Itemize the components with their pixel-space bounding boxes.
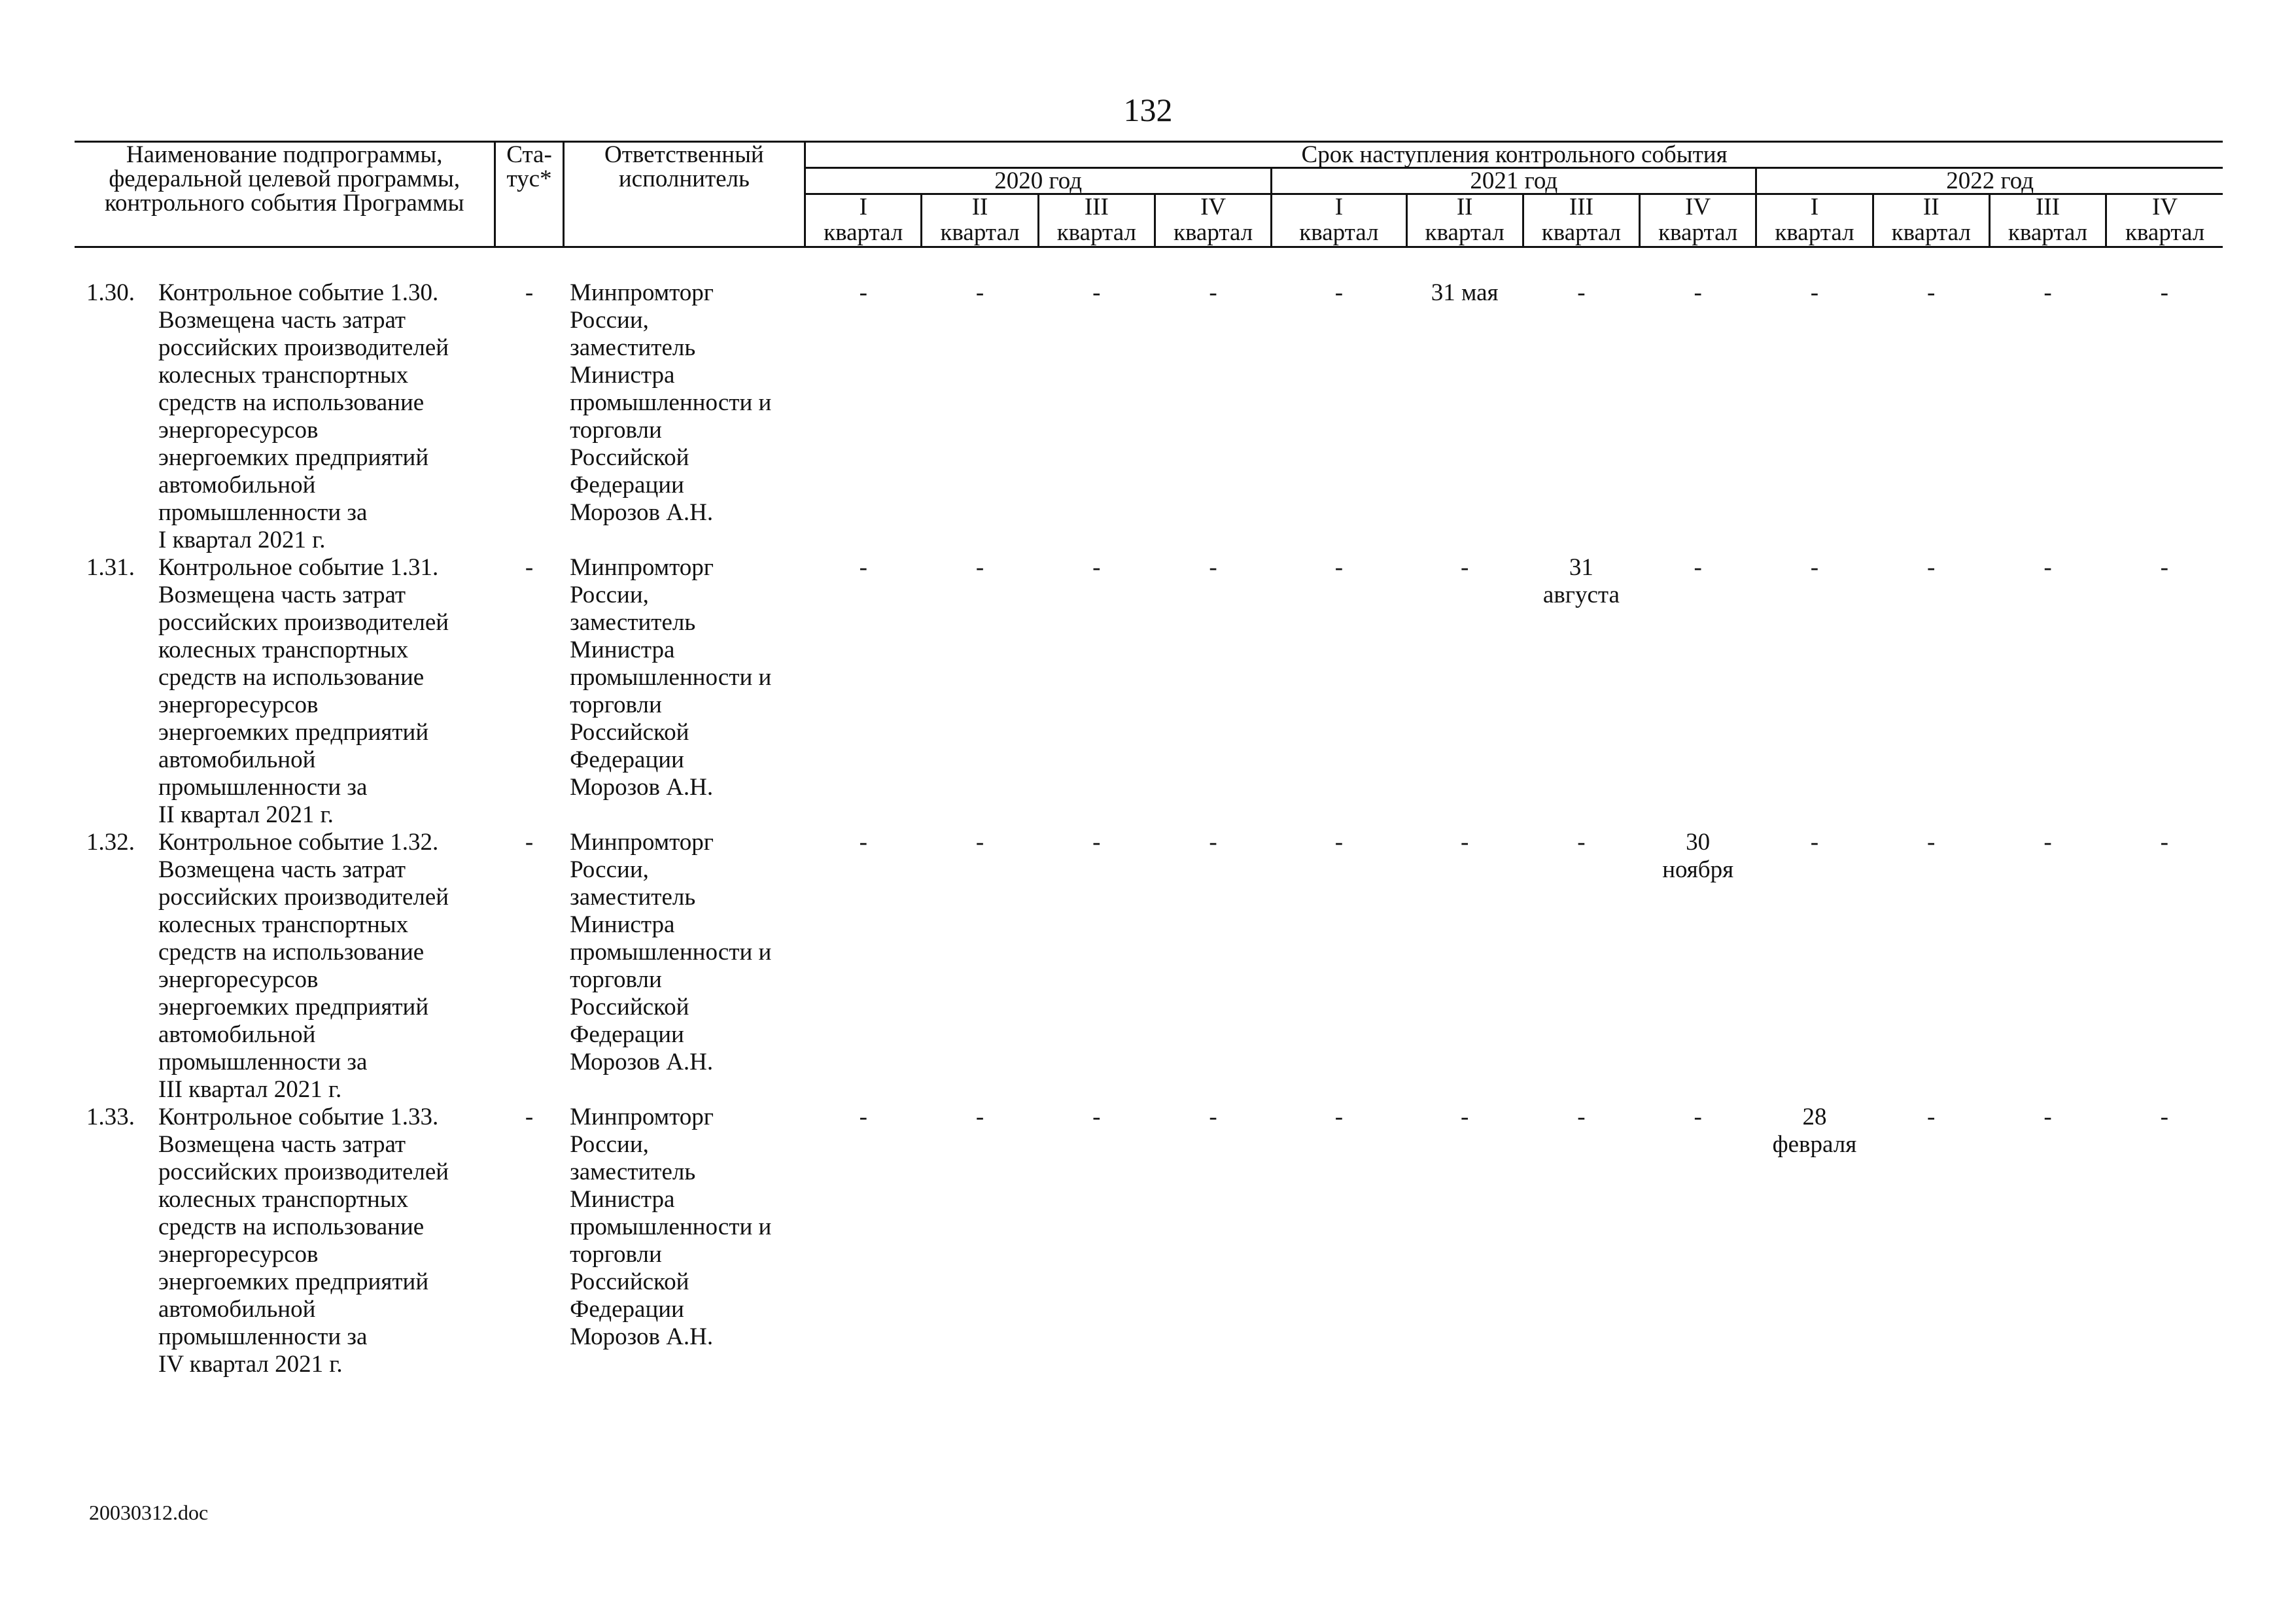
- table-row: [75, 554, 2223, 829]
- table-row: [75, 279, 2223, 554]
- event-name-line: российских производителей: [158, 609, 449, 636]
- responsible-line: Министра: [570, 362, 675, 389]
- name-header-line-2: федеральной целевой программы,: [109, 166, 461, 192]
- responsible-header-line-2: исполнитель: [618, 166, 750, 192]
- event-name-line: I квартал 2021 г.: [158, 527, 326, 553]
- event-name-line: колесных транспортных: [158, 911, 409, 938]
- quarter-cell: -: [975, 279, 984, 306]
- status-cell: -: [525, 279, 534, 306]
- quarter-cell: -: [1092, 554, 1101, 581]
- event-name-line: средств на использование: [158, 939, 425, 966]
- event-name-line: Возмещена часть затрат: [158, 582, 406, 608]
- quarter-word: квартал: [1891, 219, 1971, 246]
- quarter-header: [1155, 194, 1271, 247]
- responsible-line: России,: [570, 1131, 649, 1158]
- responsible-cell: [563, 1104, 805, 1378]
- quarter-cell: -: [975, 829, 984, 856]
- quarter-header: [1272, 194, 1406, 247]
- event-name-line: промышленности за: [158, 499, 368, 526]
- responsible-line: Российской: [570, 994, 689, 1021]
- responsible-line: промышленности и: [570, 389, 772, 416]
- event-name-line: автомобильной: [158, 1021, 316, 1048]
- event-name-line: промышленности за: [158, 1049, 368, 1075]
- responsible-cell: [563, 554, 805, 829]
- quarter-cell: -: [1460, 1104, 1469, 1130]
- quarter-word: квартал: [2008, 219, 2088, 246]
- event-name-line: энергоемких предприятий: [158, 1268, 429, 1295]
- event-name-line: энергоресурсов: [158, 1241, 319, 1268]
- quarter-word: квартал: [1658, 219, 1738, 246]
- status-header-line-1: Ста-: [506, 141, 552, 168]
- quarter-word: квартал: [824, 219, 903, 246]
- table-body: [75, 247, 2223, 1379]
- quarter-cell: -: [1810, 829, 1819, 856]
- responsible-line: Министра: [570, 637, 675, 663]
- quarter-word: квартал: [1775, 219, 1854, 246]
- event-name-line: IV квартал 2021 г.: [158, 1351, 343, 1378]
- quarter-date-month: ноября: [1662, 856, 1734, 883]
- quarter-cell: -: [1694, 554, 1702, 581]
- quarter-date-month: августа: [1542, 582, 1620, 608]
- responsible-header-line-1: Ответственный: [604, 141, 764, 168]
- responsible-line: заместитель: [570, 609, 696, 636]
- header-spacer-row: [75, 247, 2223, 280]
- quarter-cell: -: [1092, 829, 1101, 856]
- event-number: 1.30.: [86, 279, 135, 306]
- quarter-numeral: IV: [1200, 194, 1226, 220]
- event-name-cell: [75, 279, 495, 554]
- quarter-numeral: I: [859, 194, 867, 220]
- event-name-line: Возмещена часть затрат: [158, 856, 406, 883]
- responsible-line: Федерации: [570, 1296, 684, 1323]
- quarter-word: квартал: [1299, 219, 1379, 246]
- responsible-line: Минпромторг: [570, 829, 714, 856]
- event-name-line: российских производителей: [158, 1159, 449, 1185]
- event-name-text: [158, 554, 449, 829]
- event-name-text: [158, 279, 449, 554]
- period-header: Срок наступления контрольного события: [805, 142, 2223, 168]
- responsible-line: заместитель: [570, 1159, 696, 1185]
- event-name-line: II квартал 2021 г.: [158, 801, 334, 828]
- event-name-line: автомобильной: [158, 1296, 316, 1323]
- responsible-line: промышленности и: [570, 664, 772, 691]
- status-header-line-2: тус*: [506, 166, 552, 192]
- responsible-line: Министра: [570, 1186, 675, 1213]
- quarter-header: [1640, 194, 1756, 247]
- control-events-table: [75, 141, 2223, 1378]
- quarter-cell: [1640, 829, 1756, 1104]
- quarter-date-month: февраля: [1772, 1131, 1857, 1158]
- status-cell: -: [525, 1104, 534, 1130]
- quarter-date-day: 31: [1569, 554, 1593, 581]
- responsible-line: Минпромторг: [570, 1104, 714, 1130]
- event-number: 1.31.: [86, 554, 135, 581]
- table-row: [75, 1104, 2223, 1378]
- quarter-cell: -: [2160, 1104, 2168, 1130]
- event-name-line: средств на использование: [158, 664, 425, 691]
- responsible-line: России,: [570, 582, 649, 608]
- quarter-cell: -: [859, 279, 867, 306]
- quarter-header: [805, 194, 922, 247]
- event-name-line: автомобильной: [158, 746, 316, 773]
- quarter-word: квартал: [1173, 219, 1253, 246]
- event-number: 1.32.: [86, 829, 135, 856]
- quarter-cell: -: [1209, 554, 1217, 581]
- quarter-cell: -: [1460, 554, 1469, 581]
- quarter-cell: -: [859, 1104, 867, 1130]
- quarter-word: квартал: [1056, 219, 1136, 246]
- event-name-line: Контрольное событие 1.31.: [158, 554, 439, 581]
- responsible-line: Морозов А.Н.: [570, 774, 714, 801]
- quarter-header: [1756, 194, 1873, 247]
- quarter-cell: -: [2160, 829, 2168, 856]
- event-name-text: [158, 1104, 449, 1378]
- event-name-line: колесных транспортных: [158, 362, 409, 389]
- quarter-cell: -: [1577, 279, 1586, 306]
- event-name-cell: [75, 1104, 495, 1378]
- quarter-cell: -: [1694, 279, 1702, 306]
- quarter-cell: -: [1810, 554, 1819, 581]
- quarter-cell: -: [1209, 1104, 1217, 1130]
- quarter-cell: -: [1092, 279, 1101, 306]
- responsible-line: Минпромторг: [570, 279, 714, 306]
- quarter-date-day: 28: [1802, 1104, 1827, 1130]
- event-name-wrap: [75, 554, 495, 829]
- responsible-line: Федерации: [570, 746, 684, 773]
- table-header: [75, 142, 2223, 247]
- quarter-cell: -: [1092, 1104, 1101, 1130]
- event-name-line: Контрольное событие 1.30.: [158, 279, 439, 306]
- event-name-text: [158, 829, 449, 1104]
- event-name-line: энергоемких предприятий: [158, 994, 429, 1021]
- event-name-line: III квартал 2021 г.: [158, 1076, 342, 1103]
- quarter-numeral: II: [1456, 194, 1473, 220]
- quarter-cell: 31 мая: [1431, 279, 1499, 306]
- event-name-line: средств на использование: [158, 1213, 425, 1240]
- quarter-cell: -: [975, 1104, 984, 1130]
- quarter-numeral: IV: [1685, 194, 1711, 220]
- quarter-cell: -: [1209, 279, 1217, 306]
- event-name-line: промышленности за: [158, 1323, 368, 1350]
- quarter-cell: -: [2044, 1104, 2052, 1130]
- event-name-line: российских производителей: [158, 884, 449, 911]
- year-header-2021: 2021 год: [1272, 168, 1756, 194]
- quarter-header: [1873, 194, 1989, 247]
- footer-file-name: 20030312.doc: [89, 1501, 209, 1524]
- responsible-line: России,: [570, 307, 649, 334]
- page-number: 132: [1123, 92, 1173, 128]
- quarter-cell: -: [859, 829, 867, 856]
- quarter-cell: -: [2044, 829, 2052, 856]
- event-name-line: энергоемких предприятий: [158, 719, 429, 746]
- quarter-numeral: III: [1569, 194, 1593, 220]
- quarter-cell: -: [1577, 1104, 1586, 1130]
- responsible-cell: [563, 829, 805, 1104]
- quarter-cell: -: [1810, 279, 1819, 306]
- quarter-word: квартал: [1541, 219, 1622, 246]
- event-number: 1.33.: [86, 1104, 135, 1130]
- quarter-cell: -: [1334, 554, 1344, 581]
- year-header-2020: 2020 год: [805, 168, 1272, 194]
- responsible-line: Федерации: [570, 472, 684, 498]
- quarter-numeral: II: [971, 194, 988, 220]
- quarter-cell: -: [859, 554, 867, 581]
- event-name-wrap: [75, 829, 495, 1104]
- quarter-cell: -: [1927, 279, 1936, 306]
- responsible-line: торговли: [570, 1241, 662, 1268]
- quarter-header: [1523, 194, 1639, 247]
- event-name-line: Контрольное событие 1.32.: [158, 829, 439, 856]
- name-column-header: [75, 142, 495, 247]
- responsible-line: России,: [570, 856, 649, 883]
- spacer-cell: [75, 247, 2223, 280]
- name-header-line-3: контрольного события Программы: [104, 190, 464, 217]
- quarter-cell: -: [2160, 279, 2168, 306]
- quarter-cell: -: [1694, 1104, 1702, 1130]
- responsible-line: промышленности и: [570, 939, 772, 966]
- quarter-cell: -: [1334, 829, 1344, 856]
- event-name-line: промышленности за: [158, 774, 368, 801]
- quarter-numeral: III: [1084, 194, 1109, 220]
- status-cell: -: [525, 554, 534, 581]
- event-name-line: энергоемких предприятий: [158, 444, 429, 471]
- event-name-line: Возмещена часть затрат: [158, 307, 406, 334]
- event-name-line: Возмещена часть затрат: [158, 1131, 406, 1158]
- quarter-numeral: IV: [2152, 194, 2178, 220]
- status-cell: -: [525, 829, 534, 856]
- status-column-header: [495, 142, 563, 247]
- event-name-cell: [75, 554, 495, 829]
- responsible-line: Морозов А.Н.: [570, 499, 714, 526]
- event-name-line: российских производителей: [158, 334, 449, 361]
- responsible-line: Минпромторг: [570, 554, 714, 581]
- responsible-column-header: [563, 142, 805, 247]
- quarter-cell: -: [975, 554, 984, 581]
- quarter-word: квартал: [2125, 219, 2205, 246]
- quarter-cell: -: [2044, 554, 2052, 581]
- quarter-header: [1038, 194, 1155, 247]
- quarter-numeral: II: [1922, 194, 1939, 220]
- quarter-date-day: 30: [1686, 829, 1711, 856]
- event-name-cell: [75, 829, 495, 1104]
- quarter-cell: [1756, 1104, 1873, 1378]
- event-name-wrap: [75, 279, 495, 554]
- quarter-cell: -: [1209, 829, 1217, 856]
- quarter-cell: -: [2160, 554, 2168, 581]
- event-name-line: средств на использование: [158, 389, 425, 416]
- quarter-cell: [1523, 554, 1639, 829]
- quarter-header: [922, 194, 1038, 247]
- quarter-header: [1989, 194, 2106, 247]
- table-row: [75, 829, 2223, 1104]
- quarter-cell: -: [1927, 829, 1936, 856]
- event-name-line: Контрольное событие 1.33.: [158, 1104, 439, 1130]
- event-name-line: автомобильной: [158, 472, 316, 498]
- responsible-line: Российской: [570, 719, 689, 746]
- quarter-word: квартал: [1425, 219, 1505, 246]
- quarter-cell: -: [2044, 279, 2052, 306]
- responsible-line: Федерации: [570, 1021, 684, 1048]
- quarter-cell: -: [1927, 554, 1936, 581]
- event-name-line: энергоресурсов: [158, 966, 319, 993]
- responsible-line: торговли: [570, 691, 662, 718]
- quarter-cell: -: [1334, 1104, 1344, 1130]
- quarter-numeral: I: [1334, 194, 1344, 220]
- responsible-line: Министра: [570, 911, 675, 938]
- quarter-cell: -: [1927, 1104, 1936, 1130]
- quarter-cell: -: [1577, 829, 1586, 856]
- event-name-wrap: [75, 1104, 495, 1378]
- responsible-cell: [563, 279, 805, 554]
- responsible-line: торговли: [570, 417, 662, 444]
- event-name-line: колесных транспортных: [158, 637, 409, 663]
- responsible-line: Российской: [570, 444, 689, 471]
- quarter-numeral: I: [1810, 194, 1819, 220]
- quarter-header: [1406, 194, 1523, 247]
- responsible-line: заместитель: [570, 884, 696, 911]
- quarter-cell: -: [1334, 279, 1344, 306]
- year-header-2022: 2022 год: [1756, 168, 2223, 194]
- responsible-line: заместитель: [570, 334, 696, 361]
- event-name-line: энергоресурсов: [158, 417, 319, 444]
- quarter-word: квартал: [940, 219, 1020, 246]
- responsible-line: Морозов А.Н.: [570, 1049, 714, 1075]
- responsible-line: Российской: [570, 1268, 689, 1295]
- responsible-line: промышленности и: [570, 1213, 772, 1240]
- quarter-numeral: III: [2035, 194, 2060, 220]
- quarter-header: [2106, 194, 2223, 247]
- event-name-line: энергоресурсов: [158, 691, 319, 718]
- responsible-line: торговли: [570, 966, 662, 993]
- name-header-line-1: Наименование подпрограммы,: [126, 141, 443, 168]
- quarter-cell: -: [1460, 829, 1469, 856]
- event-name-line: колесных транспортных: [158, 1186, 409, 1213]
- responsible-line: Морозов А.Н.: [570, 1323, 714, 1350]
